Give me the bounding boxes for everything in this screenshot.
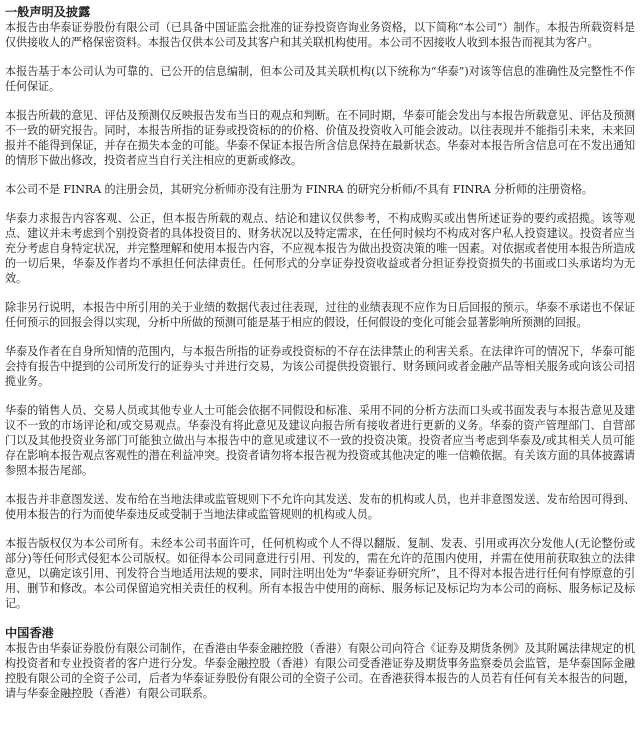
hong-kong-title: 中国香港 [5, 626, 54, 640]
paragraph-copyright: 本报告版权仅为本公司所有。未经本公司书面许可，任何机构或个人不得以翻版、复制、发表、引用或再次分发他人(无论整份或部分)等任何形式侵犯本公司版权。如征得本公司同意进行引用、刊发的，需在允许的范围内使用，并需在使用前获取独立的法律意见，以确定该引用、刊发符合当地适用法规的要求，同时注明出处为“华泰证券研究所”，且不得对本报告进行任何有悖原意的引用、删节和修改。本公司保留追究相关责任的权利。所有本报告中使用的商标、服务标记及标记均为本公司的商标、服务标记及标记。 [5, 537, 635, 610]
general-disclosure-title: 一般声明及披露 [5, 5, 91, 19]
paragraph-distribution: 本报告并非意图发送、发布给在当地法律或监管规则下不允许向其发送、发布的机构或人员，也并非意图发送、发布给因可得到、使用本报告的行为而使华泰违反或受制于当地法律或监管规则的机构或人员。 [5, 493, 635, 521]
paragraph-company-statement: 本报告由华泰证券股份有限公司（已具备中国证监会批准的证券投资咨询业务资格，以下简称“本公司”）制作。本报告所载资料是仅供接收人的严格保密资料。本报告仅供本公司及其客户和其关联机构使用。本公司不因接收人收到本报告而视其为客户。 [5, 21, 635, 49]
disclaimer-page [5, 4, 635, 715]
paragraph-hong-kong: 本报告由华泰证券股份有限公司制作，在香港由华泰金融控股（香港）有限公司向符合《证券及期货条例》及其附属法律规定的机构投资者和专业投资者的客户进行分发。华泰金融控股（香港）有限公司受香港证券及期货事务监察委员会监管，是华泰国际金融控股有限公司的全资子公司，后者为华泰证券股份有限公司的全资子公司。在香港获得本报告的人员若有任何有关本报告的问题，请与华泰金融控股（香港）有限公司联系。 [5, 642, 635, 700]
paragraph-finra: 本公司不是 FINRA 的注册会员，其研究分析师亦没有注册为 FINRA 的研究分析师/不具有 FINRA 分析师的注册资格。 [5, 183, 593, 196]
paragraph-past-performance: 除非另行说明，本报告中所引用的关于业绩的数据代表过往表现，过往的业绩表现不应作为日后回报的预示。华泰不承诺也不保证任何预示的回报会得以实现，分析中所做的预测可能是基于相应的假设，任何假设的变化可能会显著影响所预测的回报。 [5, 301, 635, 329]
paragraph-objectivity: 华泰力求报告内容客观、公正，但本报告所载的观点、结论和建议仅供参考，不构成购买或出售所述证券的要约或招揽。该等观点、建议并未考虑到个别投资者的具体投资目的、财务状况以及特定需求，在任何时候均不构成对客户私人投资建议。投资者应当充分考虑自身特定状况，并完整理解和使用本报告内容，不应视本报告为做出投资决策的唯一因素。对依据或者使用本报告所造成的一切后果，华泰及作者均不承担任何法律责任。任何形式的分享证券投资收益或者分担证券投资损失的书面或口头承诺均为无效。 [5, 212, 635, 285]
paragraph-conflicts: 华泰及作者在自身所知情的范围内，与本报告所指的证券或投资标的不存在法律禁止的利害关系。在法律许可的情况下，华泰可能会持有报告中提到的公司所发行的证券头寸并进行交易，为该公司提供投资银行、财务顾问或者金融产品等相关服务或向该公司招揽业务。 [5, 345, 635, 388]
paragraph-information-sources: 本报告基于本公司认为可靠的、已公开的信息编制，但本公司及其关联机构(以下统称为“华泰”)对该等信息的准确性及完整性不作任何保证。 [5, 65, 635, 93]
paragraph-opinions-forecasts: 本报告所载的意见、评估及预测仅反映报告发布当日的观点和判断。在不同时期，华泰可能会发出与本报告所载意见、评估及预测不一致的研究报告。同时，本报告所指的证券或投资标的的价格、价值及投资收入可能会波动。以往表现并不能指引未来，未来回报并不能得到保证，并存在损失本金的可能。华泰不保证本报告所含信息保持在最新状态。华泰对本报告所含信息可在不发出通知的情形下做出修改，投资者应当自行关注相应的更新或修改。 [5, 109, 635, 167]
paragraph-sales-trading: 华泰的销售人员、交易人员或其他专业人士可能会依据不同假设和标准、采用不同的分析方法而口头或书面发表与本报告意见及建议不一致的市场评论和/或交易观点。华泰没有将此意见及建议向报告所有接收者进行更新的义务。华泰的资产管理部门、自营部门以及其他投资业务部门可能独立做出与本报告中的意见或建议不一致的投资决策。投资者应当考虑到华泰及/或其相关人员可能存在影响本报告观点客观性的潜在利益冲突。投资者请勿将本报告视为投资或其他决定的唯一信赖依据。有关该方面的具体披露请参照本报告尾部。 [5, 404, 635, 477]
